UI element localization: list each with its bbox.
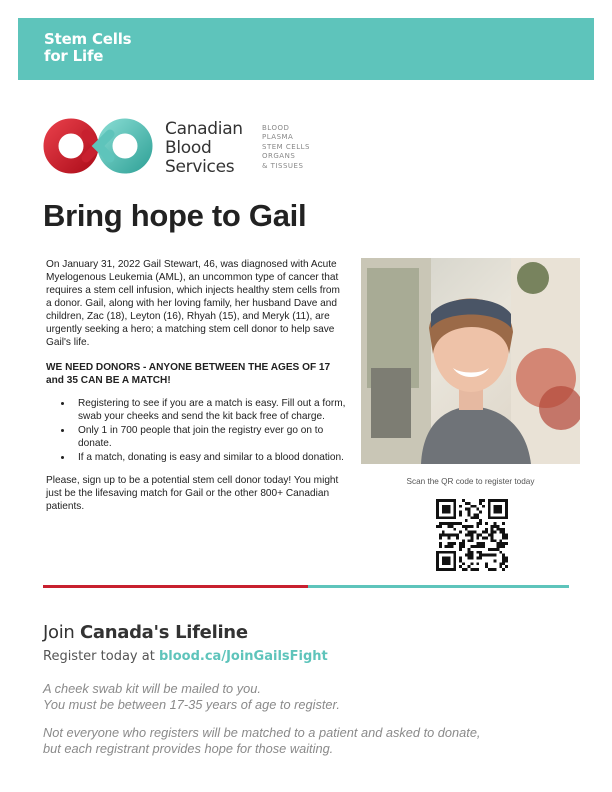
info-bullet-list xyxy=(46,397,346,464)
list-item: • Only 1 in 700 people that join the registry ever go on to donate. xyxy=(73,424,346,450)
gail-photo xyxy=(361,258,580,464)
page-title: Bring hope to Gail xyxy=(43,198,307,233)
intro-paragraph: On January 31, 2022 Gail Stewart, 46, was diagnosed with Acute Myelogenous Leukemia (AML), an uncommon type of cancer that requires a stem cell infusion, which injects healthy stem cells from a donor. Gail, along with her loving family, her husband Dave and children, Zac (18), Leyton (16), Rhyah (15), and Meryk (11), are urgently seeking a hero; a matching stem cell donor to help save Gail's life. xyxy=(46,259,340,348)
swab-kit-note: A cheek swab kit will be mailed to you. You must be between 17-35 years of age to register. xyxy=(43,681,340,712)
canadian-blood-services-logo xyxy=(42,117,332,179)
logo-wordmark: Canadian Blood Services xyxy=(165,119,243,177)
register-link[interactable]: blood.ca/JoinGailsFight xyxy=(158,649,328,664)
list-item: • Registering to see if you are a match is easy. Fill out a form, swab your cheeks and send the kit back free of charge. xyxy=(73,397,346,423)
register-line: Register today at blood.ca/JoinGailsFight xyxy=(43,649,328,664)
registry-disclaimer: Not everyone who registers will be matched to a patient and asked to donate, but each registrant provides hope for those waiting. xyxy=(43,725,481,756)
banner-title: Stem Cells for Life xyxy=(44,30,132,65)
registration-qr-code-icon[interactable] xyxy=(436,499,508,571)
portrait-illustration xyxy=(361,258,580,464)
divider-teal xyxy=(308,585,569,588)
appeal-text xyxy=(46,258,346,513)
list-item: • If a match, donating is easy and similar to a blood donation. xyxy=(73,451,346,464)
divider-red xyxy=(43,585,308,588)
qr-caption: Scan the QR code to register today xyxy=(406,477,535,486)
join-heading: Join Canada's Lifeline xyxy=(43,622,248,643)
donor-call-heading: WE NEED DONORS - ANYONE BETWEEN THE AGES OF 17 and 35 CAN BE A MATCH! xyxy=(46,362,331,386)
infinity-logo-icon xyxy=(42,117,154,175)
stem-cells-banner xyxy=(18,18,594,80)
logo-tagline: BLOOD PLASMA STEM CELLS ORGANS & TISSUES xyxy=(262,124,310,170)
signup-paragraph: Please, sign up to be a potential stem cell donor today! You might just be the lifesaving match for Gail or the other 800+ Canadian patients. xyxy=(46,475,339,512)
